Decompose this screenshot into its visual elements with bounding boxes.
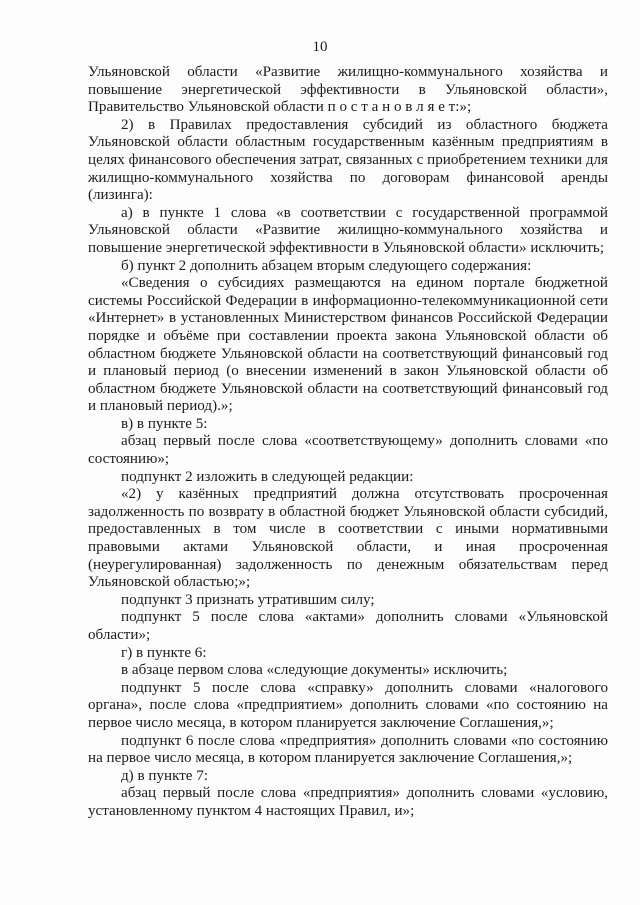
paragraph-v-subitem-5: подпункт 5 после слова «актами» дополнить словами «Ульяновской области»; bbox=[88, 609, 608, 643]
page-number: 10 bbox=[312, 39, 328, 55]
paragraph-item-2: 2) в Правилах предоставления субсидий из областного бюджета Ульяновской области областным государственным казённым предприятиям в целях финансового обеспечения затрат, связанных с приобретением техники для жилищно-коммунального хозяйства по договорам финансовой аренды (лизинга): bbox=[88, 116, 608, 204]
paragraph-intro-text: Ульяновской области «Развитие жилищно-коммунального хозяйства и повышение энергетической эффективности в Ульяновской области», Правительство Ульяновской области bbox=[88, 64, 608, 116]
paragraph-intro bbox=[88, 64, 608, 117]
paragraph-item-b: б) пункт 2 дополнить абзацем вторым следующего содержания: bbox=[121, 257, 532, 274]
paragraph-v-subitem-3: подпункт 3 признать утратившим силу; bbox=[121, 591, 375, 608]
paragraph-item-d: д) в пункте 7: bbox=[121, 767, 209, 784]
paragraph-item-a: а) в пункте 1 слова «в соответствии с государственной программой Ульяновской области «Развитие жилищно-коммунального хозяйства и повышение энергетической эффективности в Ульяновской области» исключить; bbox=[88, 204, 608, 256]
paragraph-item-g: г) в пункте 6: bbox=[121, 644, 207, 661]
paragraph-g-subitem-6: подпункт 6 после слова «предприятия» дополнить словами «по состоянию на первое число месяца, в котором планируется заключение Соглашения,»; bbox=[88, 732, 608, 767]
paragraph-g-subitem-5: подпункт 5 после слова «справку» дополнить словами «налогового органа», после слова «предприятием» дополнить словами «по состоянию на первое число месяца, в котором планируется заключение Соглашения,»; bbox=[88, 679, 608, 731]
document-body bbox=[88, 64, 608, 821]
paragraph-quote-2: «2) у казённых предприятий должна отсутствовать просроченная задолженность по возврату в областной бюджет Ульяновской области субсидий, предоставленных в том числе в соответствии с иными нормативными правовыми актами Ульяновской области, и иная просроченная (неурегулированная) задолженность по денежным обязательствам перед Ульяновской областью;»; bbox=[88, 486, 608, 591]
paragraph-v-abzac: абзац первый после слова «соответствующему» дополнить словами «по состоянию»; bbox=[88, 433, 608, 468]
paragraph-v-subitem-2: подпункт 2 изложить в следующей редакции: bbox=[121, 468, 414, 485]
paragraph-g-abzac: в абзаце первом слова «следующие документы» исключить; bbox=[121, 662, 508, 679]
paragraph-item-v: в) в пункте 5: bbox=[121, 415, 208, 432]
decree-tail: :»; bbox=[455, 99, 472, 116]
paragraph-d-abzac: абзац первый после слова «предприятия» дополнить словами «условию, установленному пунктом 4 настоящих Правил, и»; bbox=[88, 785, 608, 819]
decree-word: п о с т а н о в л я е т bbox=[327, 99, 456, 116]
paragraph-quote-subsidies: «Сведения о субсидиях размещаются на едином портале бюджетной системы Российской Федерации в информационно-телекоммуникационной сети «Интернет» в установленных Министерством финансов Российской Федерации порядке и объёме при составлении проекта закона Ульяновской области об областном бюджете Ульяновской области на соответствующий финансовый год и плановый период (о внесении изменений в закон Ульяновской области об областном бюджете Ульяновской области на соответствующий финансовый год и плановый период).»; bbox=[88, 275, 608, 415]
